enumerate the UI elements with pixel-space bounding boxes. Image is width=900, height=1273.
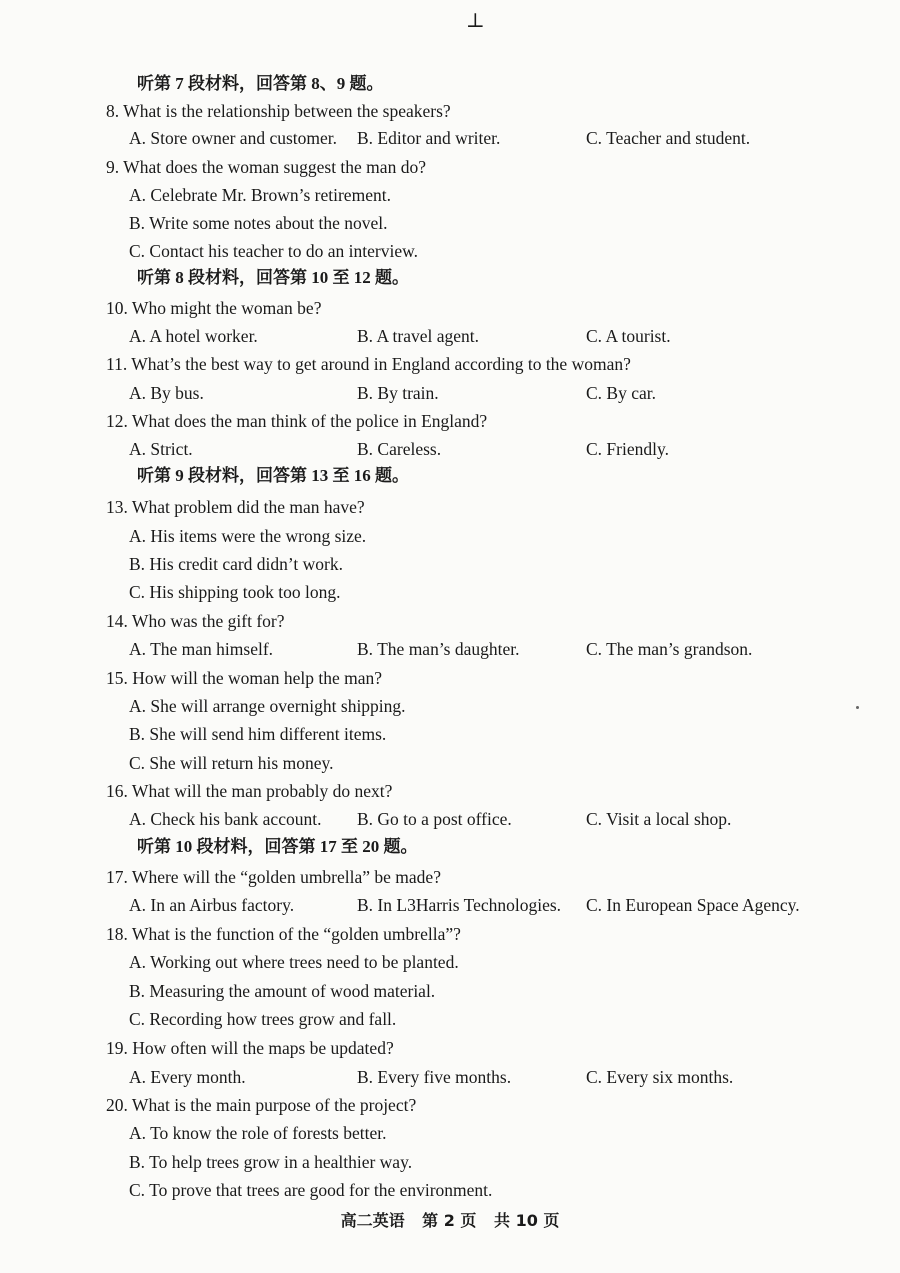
question-19-option-b: B. Every five months. [357, 1067, 512, 1087]
question-10-stem: 10. Who might the woman be? [106, 298, 322, 318]
footer-subject: 高二英语 [340, 1211, 405, 1230]
question-20-option-c: C. To prove that trees are good for the environment. [129, 1180, 493, 1200]
question-13-option-c: C. His shipping took too long. [129, 582, 341, 602]
question-10-option-c: C. A tourist. [586, 326, 671, 346]
question-11-option-c: C. By car. [586, 383, 656, 403]
question-19-stem: 19. How often will the maps be updated? [106, 1038, 394, 1058]
question-14-option-c: C. The man’s grandson. [586, 639, 753, 659]
question-12-option-a: A. Strict. [129, 439, 193, 459]
question-14-stem: 14. Who was the gift for? [106, 611, 285, 631]
question-17-option-b: B. In L3Harris Technologies. [357, 895, 562, 915]
question-11-option-a: A. By bus. [129, 383, 204, 403]
question-11-option-b: B. By train. [357, 383, 439, 403]
question-8-option-b: B. Editor and writer. [357, 128, 501, 148]
question-16-option-a: A. Check his bank account. [129, 809, 322, 829]
question-17-option-a: A. In an Airbus factory. [129, 895, 295, 915]
question-18-option-b: B. Measuring the amount of wood material. [129, 981, 436, 1001]
question-13-option-b: B. His credit card didn’t work. [129, 554, 344, 574]
question-10-option-b: B. A travel agent. [357, 326, 479, 346]
footer-page-number: 第 2 页 [422, 1211, 477, 1230]
question-20-option-a: A. To know the role of forests better. [129, 1123, 387, 1143]
question-12-option-c: C. Friendly. [586, 439, 669, 459]
question-12-option-b: B. Careless. [357, 439, 442, 459]
question-9-stem: 9. What does the woman suggest the man do? [106, 157, 426, 177]
question-16-stem: 16. What will the man probably do next? [106, 781, 393, 801]
footer-total-pages: 共 10 页 [494, 1211, 560, 1230]
question-10-option-a: A. A hotel worker. [129, 326, 258, 346]
page-top-mark: ⊥ [466, 10, 485, 32]
question-13-stem: 13. What problem did the man have? [106, 497, 365, 517]
section-heading-7: 听第 7 段材料，回答第 8、9 题。 [137, 74, 384, 93]
question-13-option-a: A. His items were the wrong size. [129, 526, 367, 546]
question-16-option-c: C. Visit a local shop. [586, 809, 732, 829]
question-15-option-a: A. She will arrange overnight shipping. [129, 696, 406, 716]
page-footer [0, 1208, 900, 1231]
question-19-option-c: C. Every six months. [586, 1067, 734, 1087]
question-8-stem: 8. What is the relationship between the speakers? [106, 101, 451, 121]
question-11-stem: 11. What’s the best way to get around in England according to the woman? [106, 354, 631, 374]
question-14-option-a: A. The man himself. [129, 639, 274, 659]
question-9-option-b: B. Write some notes about the novel. [129, 213, 388, 233]
section-heading-8: 听第 8 段材料，回答第 10 至 12 题。 [137, 268, 409, 287]
question-15-option-c: C. She will return his money. [129, 753, 334, 773]
question-12-stem: 12. What does the man think of the police in England? [106, 411, 488, 431]
question-20-stem: 20. What is the main purpose of the project? [106, 1095, 417, 1115]
scan-speck [856, 706, 859, 709]
question-15-option-b: B. She will send him different items. [129, 724, 387, 744]
question-9-option-c: C. Contact his teacher to do an interview. [129, 241, 418, 261]
question-9-option-a: A. Celebrate Mr. Brown’s retirement. [129, 185, 391, 205]
question-8-option-c: C. Teacher and student. [586, 128, 751, 148]
question-20-option-b: B. To help trees grow in a healthier way. [129, 1152, 413, 1172]
section-heading-9: 听第 9 段材料，回答第 13 至 16 题。 [137, 466, 409, 485]
question-15-stem: 15. How will the woman help the man? [106, 668, 383, 688]
question-14-option-b: B. The man’s daughter. [357, 639, 520, 659]
question-8-option-a: A. Store owner and customer. [129, 128, 338, 148]
question-18-option-a: A. Working out where trees need to be planted. [129, 952, 459, 972]
question-18-option-c: C. Recording how trees grow and fall. [129, 1009, 397, 1029]
question-17-option-c: C. In European Space Agency. [586, 895, 800, 915]
question-19-option-a: A. Every month. [129, 1067, 246, 1087]
question-18-stem: 18. What is the function of the “golden umbrella”? [106, 924, 461, 944]
question-17-stem: 17. Where will the “golden umbrella” be made? [106, 867, 441, 887]
question-16-option-b: B. Go to a post office. [357, 809, 512, 829]
section-heading-10: 听第 10 段材料，回答第 17 至 20 题。 [137, 837, 418, 856]
